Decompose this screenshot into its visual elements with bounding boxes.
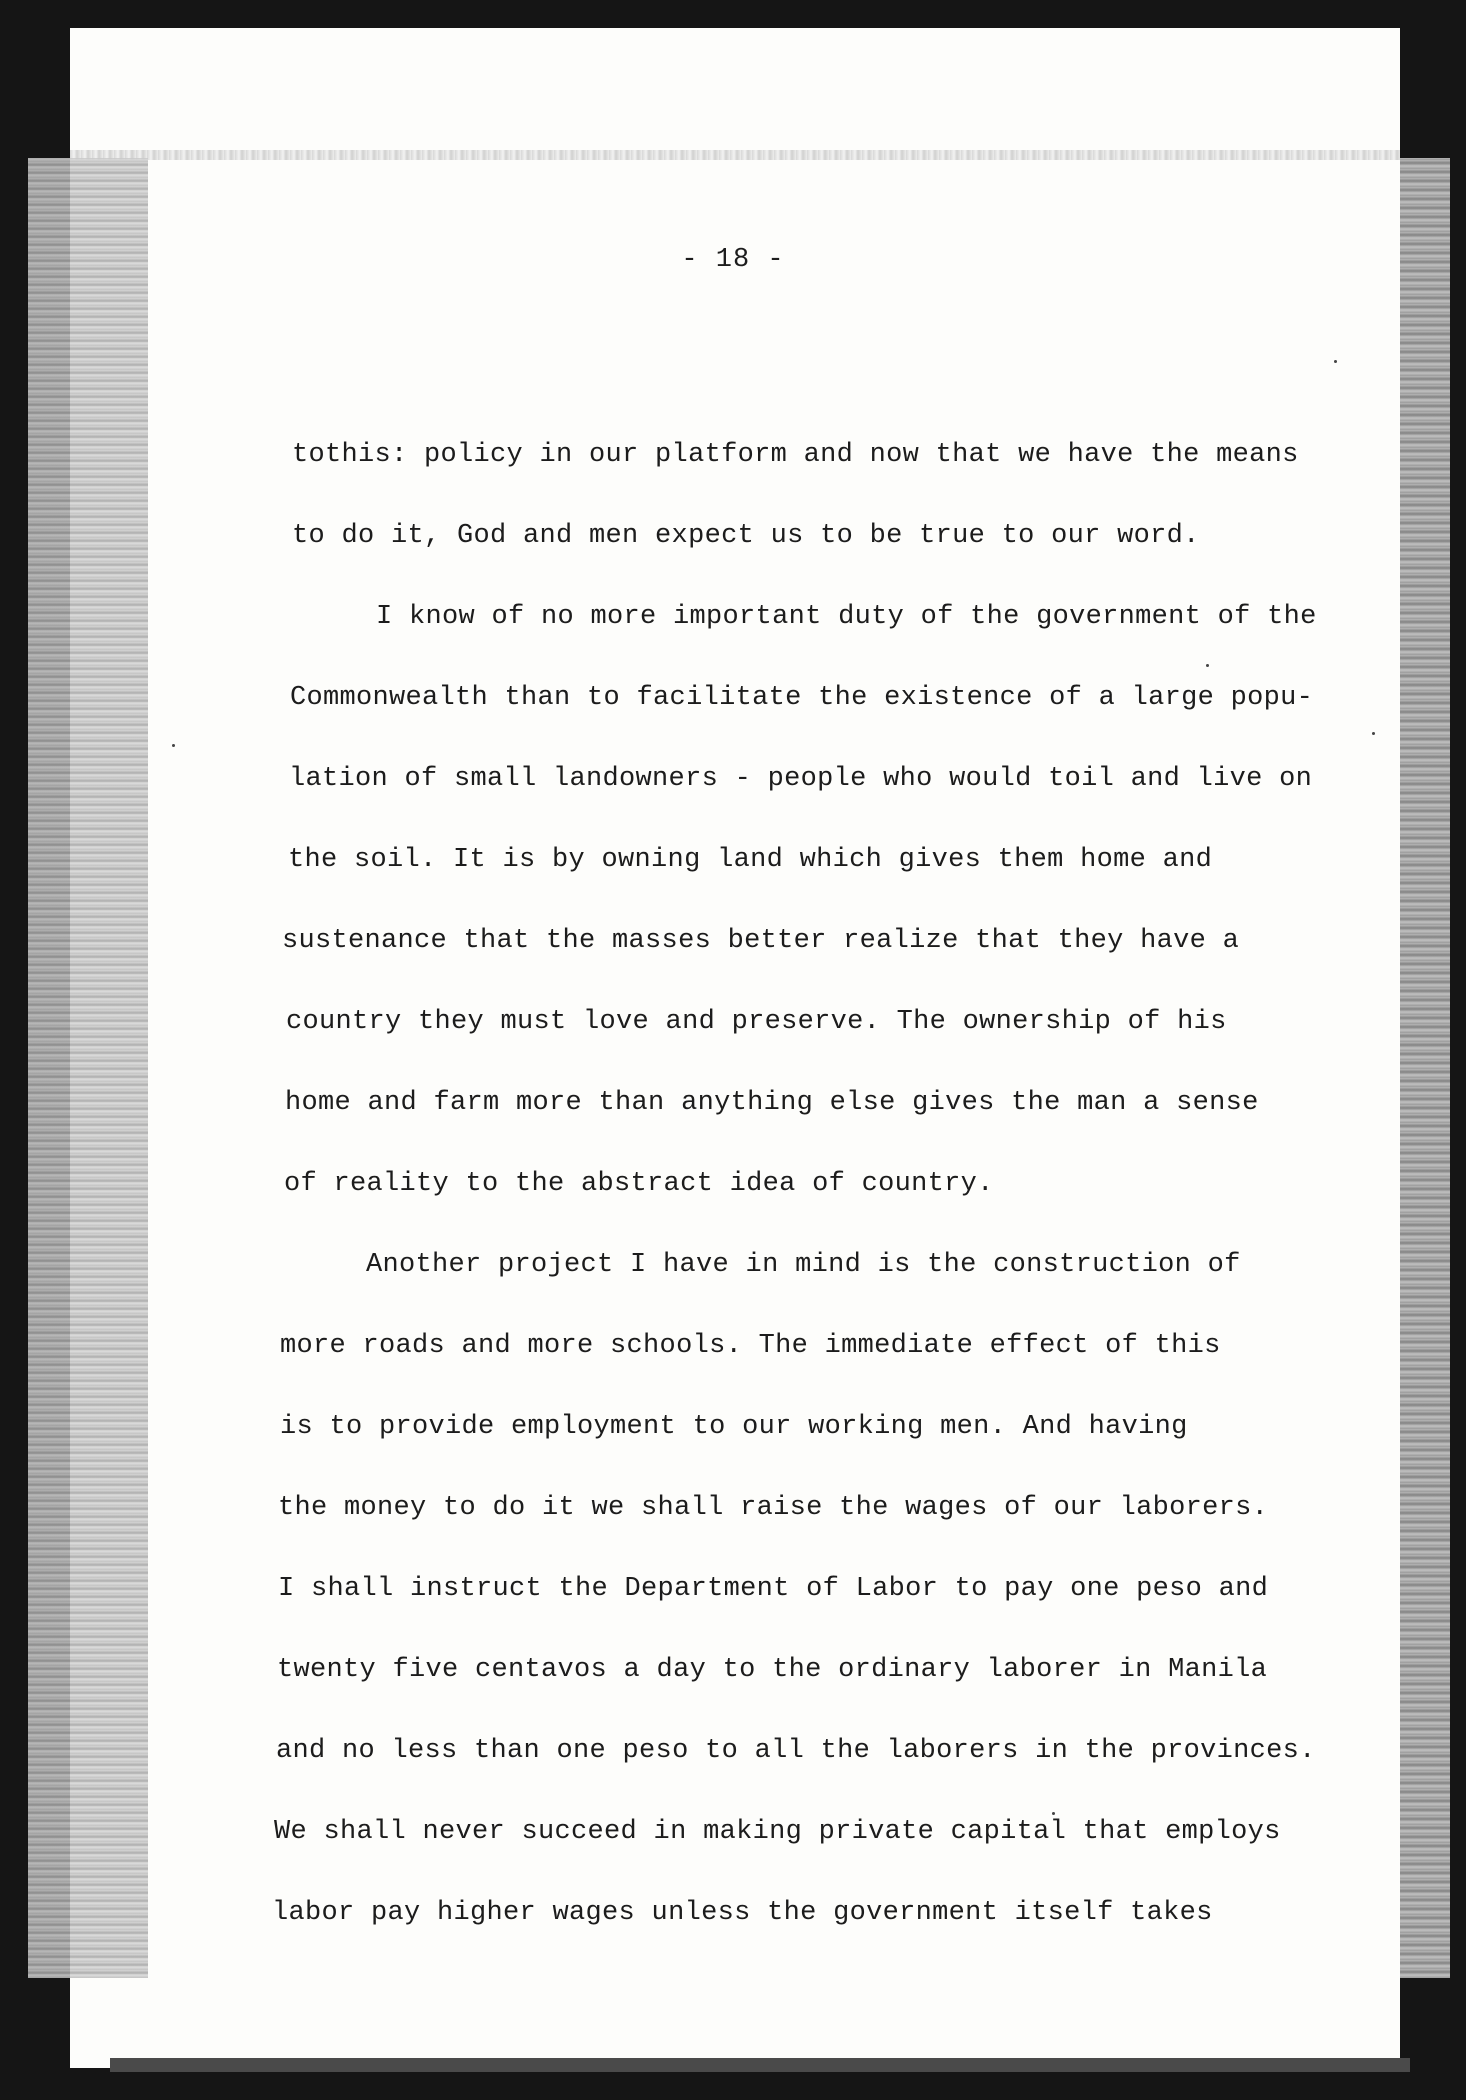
text-line: the soil. It is by owning land which gives them home and xyxy=(288,845,1213,875)
paper-top-edge xyxy=(70,150,1400,160)
left-scan-edge xyxy=(28,158,148,1978)
text-line: more roads and more schools. The immediate effect of this xyxy=(280,1331,1221,1361)
text-line: the money to do it we shall raise the wages of our laborers. xyxy=(278,1493,1269,1523)
text-line: to do it, God and men expect us to be true to our word. xyxy=(292,521,1200,551)
text-line: I know of no more important duty of the government of the xyxy=(376,602,1317,632)
page-number: - 18 - xyxy=(681,245,785,275)
text-line: is to provide employment to our working men. And having xyxy=(280,1412,1188,1442)
text-line: lation of small landowners - people who would toil and live on xyxy=(289,764,1313,794)
text-line: I shall instruct the Department of Labor to pay one peso and xyxy=(278,1574,1269,1604)
text-line: tothis: policy in our platform and now that we have the means xyxy=(292,440,1299,470)
text-line: labor pay higher wages unless the government itself takes xyxy=(272,1898,1213,1928)
text-line: Commonwealth than to facilitate the existence of a large popu- xyxy=(290,683,1314,713)
text-line: home and farm more than anything else gives the man a sense xyxy=(285,1088,1259,1118)
body-text xyxy=(270,435,1350,1974)
text-line: country they must love and preserve. The ownership of his xyxy=(286,1007,1227,1037)
text-line: Another project I have in mind is the construction of xyxy=(366,1250,1241,1280)
text-line: sustenance that the masses better realize that they have a xyxy=(282,926,1240,956)
text-line: twenty five centavos a day to the ordinary laborer in Manila xyxy=(277,1655,1268,1685)
right-scan-edge xyxy=(1400,158,1450,1978)
text-line: of reality to the abstract idea of country. xyxy=(284,1169,994,1199)
text-line: and no less than one peso to all the laborers in the provinces. xyxy=(276,1736,1316,1766)
text-line: We shall never succeed in making private capital that employs xyxy=(274,1817,1281,1847)
bottom-scan-shadow xyxy=(110,2058,1410,2072)
